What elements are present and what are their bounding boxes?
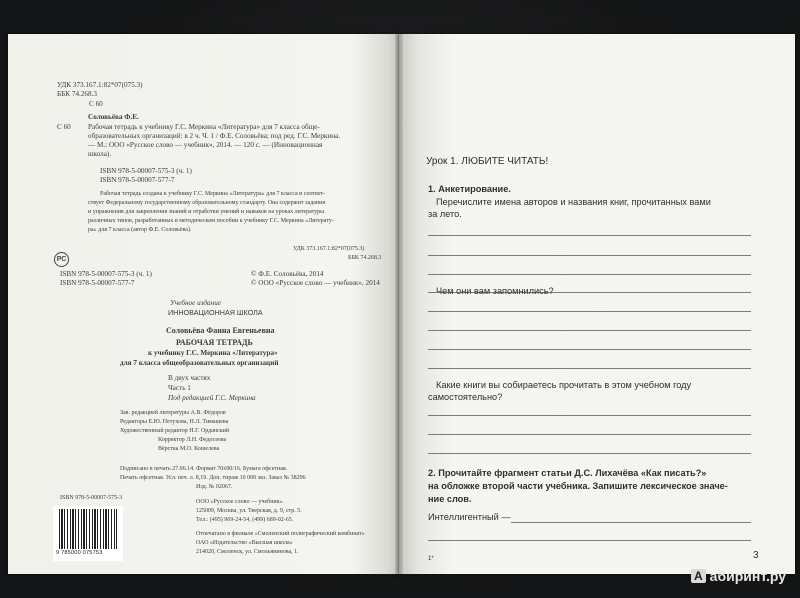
print-info-2: Печать офсетная. Усл. печ. л. 8,19. Доп. тираж 10 000 экз. Заказ № 38296 <box>120 475 306 481</box>
credit-1: Зав. редакцией литературы А.В. Фёдоров <box>120 410 226 416</box>
answer-line[interactable] <box>428 453 751 454</box>
catalog-line-2: образовательных организаций: в 2 ч. Ч. 1 / Ф.Е. Соловьёва; под ред. Г.С. Меркина. <box>88 132 341 140</box>
book-subtitle-1: к учебнику Г.С. Меркина «Литература» <box>148 349 278 357</box>
copyright-author: © Ф.Е. Соловьёва, 2014 <box>251 270 324 278</box>
right-page <box>399 34 795 574</box>
publisher-info-3: Тел.: (495) 969-24-54, (499) 689-02-65. <box>196 517 294 523</box>
isbn-barcode <box>53 506 123 561</box>
edition-type: Учебное издание <box>170 299 222 307</box>
answer-line[interactable] <box>428 255 751 256</box>
answer-line[interactable] <box>428 235 751 236</box>
answer-line[interactable] <box>428 330 751 331</box>
watermark <box>691 568 786 584</box>
credit-4: Корректор Л.Н. Федосеева <box>158 437 227 443</box>
answer-line[interactable] <box>428 368 751 369</box>
publisher-logo-icon: РС <box>54 252 69 267</box>
isbn-1: ISBN 978-5-00007-575-3 (ч. 1) <box>100 167 192 175</box>
task-2-line-3: ние слов. <box>428 494 472 504</box>
lesson-title: Урок 1. ЛЮБИТЕ ЧИТАТЬ! <box>426 156 549 167</box>
annotation-line-2: ствует Федеральному государственному образовательному стандарту. Она содержит задания <box>88 200 326 206</box>
credit-5: Вёрстка М.О. Кошелева <box>158 446 220 452</box>
open-book <box>8 34 795 574</box>
print-info-3: Изд. № 02067. <box>196 484 233 490</box>
publisher-info-2: 125009, Москва, ул. Тверская, д. 9, стр. 5. <box>196 508 302 514</box>
isbn-2-repeat: ISBN 978-5-00007-577-7 <box>60 279 135 287</box>
answer-line[interactable] <box>511 522 751 523</box>
annotation-line-3: и упражнения для закрепления знаний и отработки умений и навыков на уроках литературы <box>88 209 325 215</box>
copyright-publisher: © ООО «Русское слово — учебник», 2014 <box>251 279 380 287</box>
barcode-number: 9 785000 075753 <box>56 550 103 556</box>
answer-line[interactable] <box>428 311 751 312</box>
page-number: 3 <box>753 550 759 561</box>
publisher-info-5: ОАО «Издательство «Высшая школа» <box>196 540 293 546</box>
publisher-info-6: 214020, Смоленск, ул. Смольянинова, 1. <box>196 549 299 555</box>
bbk-code: ББК 74.268.3 <box>57 90 98 98</box>
task-1-text-line-2: за лето. <box>428 209 462 219</box>
answer-line[interactable] <box>428 349 751 350</box>
book-spine <box>395 34 403 574</box>
vocab-word: Интеллигентный — <box>428 512 511 522</box>
task-1-question: Чем они вам запомнились? <box>436 286 554 296</box>
answer-line[interactable] <box>428 274 751 275</box>
catalog-line-1: Рабочая тетрадь к учебнику Г.С. Меркина «Литература» для 7 класса обще- <box>88 123 320 131</box>
book-title: РАБОЧАЯ ТЕТРАДЬ <box>176 338 253 347</box>
catalog-line-4: школа). <box>88 150 112 158</box>
edited-by: Под редакцией Г.С. Меркина <box>168 394 256 402</box>
answer-line[interactable] <box>428 415 751 416</box>
credit-2: Редакторы Е.Ю. Петухова, Н.Л. Тимашева <box>120 419 229 425</box>
task-1-text-line-1: Перечислите имена авторов и названия книг, прочитанных вами <box>436 197 711 207</box>
parts-count: В двух частях <box>168 374 211 382</box>
print-info-1: Подписано в печать 27.06.14. Формат 70х90/16. Бумага офсетная. <box>120 466 288 472</box>
left-page <box>8 34 399 574</box>
catalog-line-3: — М.: ООО «Русское слово — учебник», 2014. — 120 с. — (Инновационная <box>88 141 323 149</box>
part-number: Часть 1 <box>168 384 191 392</box>
watermark-logo-icon: А <box>691 569 706 583</box>
task-2-line-1: 2. Прочитайте фрагмент статьи Д.С. Лихачёва «Как писать?» <box>428 468 707 478</box>
barcode-isbn: ISBN 978-5-00007-575-3 <box>60 495 123 501</box>
task-2-line-2: на обложке второй части учебника. Запишите лексическое значе- <box>428 481 728 491</box>
answer-line[interactable] <box>428 540 751 541</box>
author-mark: С 60 <box>89 100 103 108</box>
task-1-question-2-line-2: самостоятельно? <box>428 392 503 402</box>
task-1-title: 1. Анкетирование. <box>428 184 511 194</box>
author-heading: Соловьёва Ф.Е. <box>88 113 139 121</box>
annotation-line-4: различных типов, разработанных в методическом пособии к учебнику Г.С. Меркина «Литерату- <box>88 218 334 224</box>
isbn-1-repeat: ISBN 978-5-00007-575-3 (ч. 1) <box>60 270 152 278</box>
bbk-repeat: ББК 74.268.3 <box>348 255 382 261</box>
publisher-info-4: Отпечатано в филиале «Смоленский полиграфический комбинат» <box>196 531 365 537</box>
watermark-text: абиринт.ру <box>709 568 786 584</box>
catalog-mark: С 60 <box>57 123 71 131</box>
annotation-line-1: Рабочая тетрадь создана к учебнику Г.С. Меркина «Литература» для 7 класса и соответ- <box>100 191 326 197</box>
barcode-bars <box>59 509 117 549</box>
author-full-name: Соловьёва Фаина Евгеньевна <box>166 326 275 335</box>
annotation-line-5: ра» для 7 класса (автор Ф.Е. Соловьёва). <box>88 227 192 233</box>
credit-3: Художественный редактор Н.Г. Орданский <box>120 428 230 434</box>
series-name: ИННОВАЦИОННАЯ ШКОЛА <box>168 308 263 317</box>
answer-line[interactable] <box>428 434 751 435</box>
udk-code: УДК 373.167.1:82*07(075.3) <box>57 81 143 89</box>
isbn-2: ISBN 978-5-00007-577-7 <box>100 176 175 184</box>
signature-mark: 1* <box>428 556 434 562</box>
udk-repeat: УДК 373.167.1:82*07(075.3) <box>293 246 365 252</box>
publisher-info-1: ООО «Русское слово — учебник». <box>196 499 285 505</box>
task-1-question-2-line-1: Какие книги вы собираетесь прочитать в этом учебном году <box>436 380 692 390</box>
book-subtitle-2: для 7 класса общеобразовательных организаций <box>120 359 279 367</box>
